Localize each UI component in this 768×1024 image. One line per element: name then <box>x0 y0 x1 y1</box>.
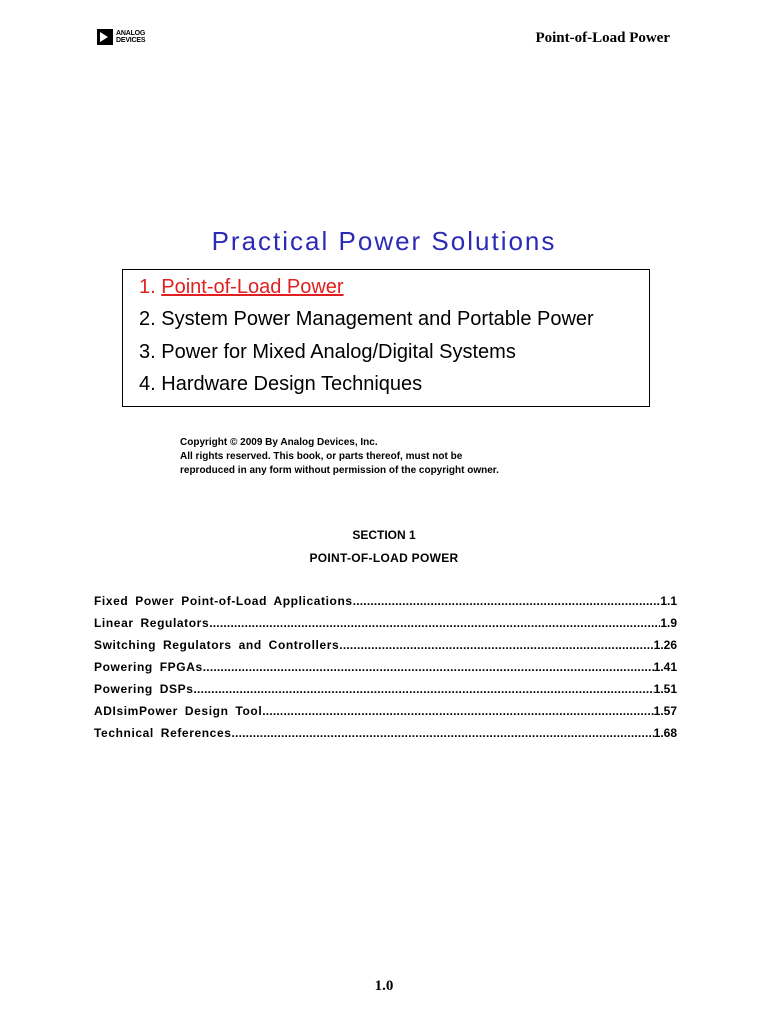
toc-entry-page: 1.68 <box>653 726 677 740</box>
toc-entry-page: 1.41 <box>653 660 677 674</box>
logo-line-1: ANALOG <box>116 29 146 37</box>
toc-leader-dots <box>194 682 654 696</box>
toc-leader-dots <box>262 704 653 718</box>
book-part-2 <box>139 308 594 331</box>
toc-entry-page: 1.57 <box>653 704 677 718</box>
toc-leader-dots <box>203 660 654 674</box>
table-of-contents <box>94 594 677 748</box>
toc-leader-dots <box>353 594 661 608</box>
book-part-label: Point-of-Load Power <box>161 276 344 298</box>
toc-entry-title: Technical References <box>94 726 232 740</box>
book-part-1 <box>139 276 344 299</box>
section-number: SECTION 1 <box>352 528 416 542</box>
section-name: POINT-OF-LOAD POWER <box>309 551 459 565</box>
copyright-line-3: reproduced in any form without permission of the copyright owner. <box>180 465 499 476</box>
book-part-label: Power for Mixed Analog/Digital Systems <box>161 341 516 363</box>
toc-entry-page: 1.9 <box>660 616 677 630</box>
book-title: Practical Power Solutions <box>211 226 557 256</box>
toc-leader-dots <box>339 638 653 652</box>
toc-entry-page: 1.1 <box>660 594 677 608</box>
copyright-line-1: Copyright © 2009 By Analog Devices, Inc. <box>180 437 378 448</box>
toc-entry[interactable] <box>94 594 677 616</box>
toc-entry-title: Powering FPGAs <box>94 660 203 674</box>
logo-line-2: DEVICES <box>116 37 146 44</box>
page-number: 1.0 <box>374 978 394 994</box>
copyright-line-2: All rights reserved. This book, or parts thereof, must not be <box>180 451 463 462</box>
toc-entry-title: Switching Regulators and Controllers <box>94 638 340 652</box>
book-part-label: System Power Management and Portable Power <box>161 308 594 330</box>
book-part-3 <box>139 341 516 364</box>
toc-entry[interactable] <box>94 704 677 726</box>
toc-entry[interactable] <box>94 682 677 704</box>
toc-entry-title: ADIsimPower Design Tool <box>94 704 263 718</box>
logo-text <box>116 30 145 45</box>
toc-leader-dots <box>232 726 654 740</box>
book-parts-box <box>122 269 650 407</box>
book-part-4 <box>139 373 422 396</box>
book-part-number: 1. <box>139 276 156 298</box>
book-part-label: Hardware Design Techniques <box>161 373 423 395</box>
toc-entry[interactable] <box>94 616 677 638</box>
toc-entry-page: 1.26 <box>653 638 677 652</box>
book-part-number: 3. <box>139 341 156 363</box>
toc-entry-title: Fixed Power Point-of-Load Applications <box>94 594 353 608</box>
analog-devices-logo-icon <box>97 29 113 45</box>
analog-devices-logo <box>97 29 145 45</box>
toc-entry-page: 1.51 <box>653 682 677 696</box>
toc-leader-dots <box>209 616 660 630</box>
book-part-number: 2. <box>139 308 156 330</box>
toc-entry-title: Linear Regulators <box>94 616 210 630</box>
toc-entry-title: Powering DSPs <box>94 682 194 696</box>
toc-entry[interactable] <box>94 638 677 660</box>
toc-entry[interactable] <box>94 726 677 748</box>
copyright-notice <box>180 436 499 478</box>
toc-entry[interactable] <box>94 660 677 682</box>
book-part-number: 4. <box>139 373 156 395</box>
running-header-title: Point-of-Load Power <box>535 30 670 46</box>
